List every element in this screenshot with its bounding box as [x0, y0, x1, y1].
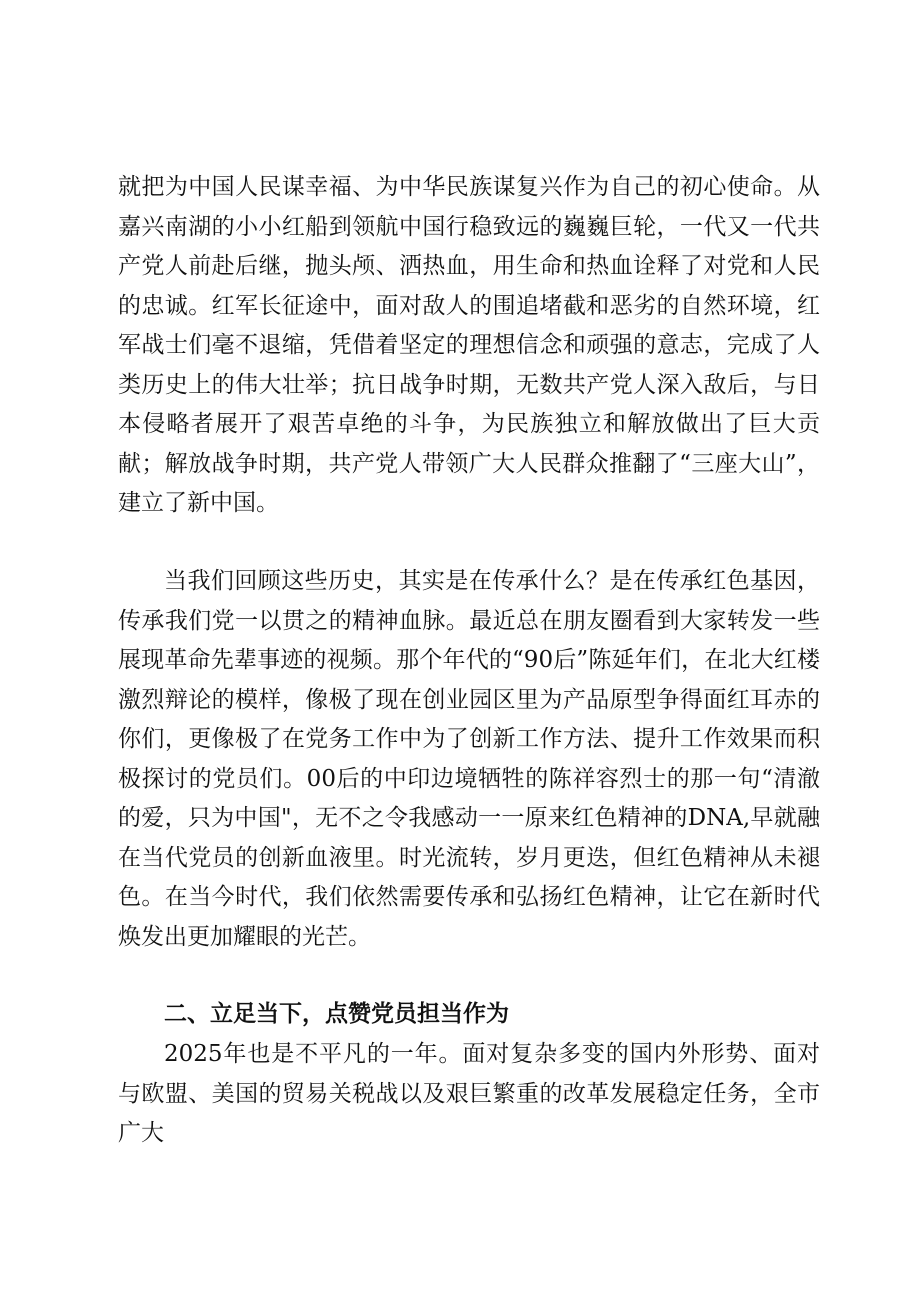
paragraph-2025: 2025年也是不平凡的一年。面对复杂多变的国内外形势、面对与欧盟、美国的贸易关税战以及艰巨繁重的改革发展稳定任务，全市广大: [118, 1041, 820, 1146]
paragraph-red-gene: 当我们回顾这些历史，其实是在传承什么？是在传承红色基因，传承我们党一以贯之的精神血脉。最近总在朋友圈看到大家转发一些展现革命先辈事迹的视频。那个年代的“90后”陈延年们，在北大红楼激烈辩论的模样，像极了现在创业园区里为产品原型争得面红耳赤的你们，更像极了在党务工作中为了创新工作方法、提升工作效果而积极探讨的党员们。00后的中印边境牺牲的陈祥容烈士的那一句“清澈的爱，只为中国"，无不之令我感动一一原来红色精神的DNA,早就融在当代党员的创新血液里。时光流转，岁月更迭，但红色精神从未褪色。在当今时代，我们依然需要传承和弘扬红色精神，让它在新时代焕发出更加耀眼的光芒。: [118, 568, 820, 950]
paragraph-history: 就把为中国人民谋幸福、为中华民族谋复兴作为自己的初心使命。从嘉兴南湖的小小红船到领航中国行稳致远的巍巍巨轮，一代又一代共产党人前赴后继，抛头颅、洒热血，用生命和热血诠释了对党和人民的忠诚。红军长征途中，面对敌人的围追堵截和恶劣的自然环境，红军战士们毫不退缩，凭借着坚定的理想信念和顽强的意志，完成了人类历史上的伟大壮举；抗日战争时期，无数共产党人深入敌后，与日本侵略者展开了艰苦卓绝的斗争，为民族独立和解放做出了巨大贡献；解放战争时期，共产党人带领广大人民群众推翻了“三座大山”，建立了新中国。: [118, 174, 820, 516]
section-heading: 二、立足当下，点赞党员担当作为: [164, 1001, 509, 1027]
